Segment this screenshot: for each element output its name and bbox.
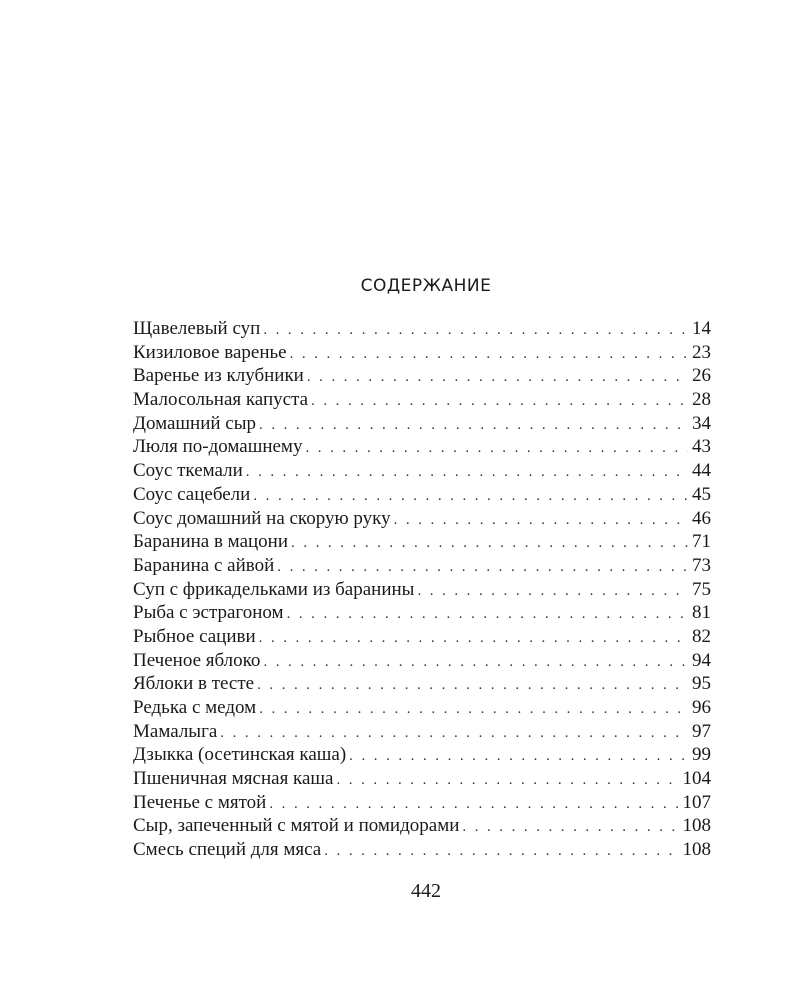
dot-leader bbox=[269, 793, 678, 817]
toc-entry bbox=[133, 838, 711, 862]
toc-entry bbox=[133, 578, 711, 602]
toc-entry-page: 73 bbox=[692, 554, 711, 576]
toc-entry bbox=[133, 649, 711, 673]
dot-leader bbox=[287, 603, 688, 627]
toc-entry-page: 46 bbox=[692, 507, 711, 529]
toc-entry bbox=[133, 435, 711, 459]
dot-leader bbox=[263, 319, 688, 343]
dot-leader bbox=[324, 840, 678, 864]
toc-entry-title: Малосольная капуста bbox=[133, 389, 309, 411]
toc-entry bbox=[133, 720, 711, 744]
toc-entry bbox=[133, 530, 711, 554]
toc-entry-title: Кизиловое варенье bbox=[133, 341, 287, 363]
dot-leader bbox=[417, 580, 688, 604]
toc-entry-page: 104 bbox=[682, 768, 711, 790]
dot-leader bbox=[307, 366, 688, 390]
toc-entry-page: 107 bbox=[682, 791, 711, 813]
toc-entry-title: Домашний сыр bbox=[133, 412, 257, 434]
toc-entry-page: 94 bbox=[692, 649, 711, 671]
toc-entry-page: 34 bbox=[692, 412, 711, 434]
dot-leader bbox=[462, 816, 678, 840]
toc-entry-title: Рыба с эстрагоном bbox=[133, 602, 284, 624]
dot-leader bbox=[394, 509, 688, 533]
toc-entry-title: Соус ткемали bbox=[133, 460, 243, 482]
toc-entry-page: 82 bbox=[692, 625, 711, 647]
page-number: 442 bbox=[411, 880, 441, 902]
dot-leader bbox=[263, 651, 688, 675]
toc-entry-page: 108 bbox=[682, 839, 711, 861]
dot-leader bbox=[246, 461, 688, 485]
toc-entry-page: 95 bbox=[692, 673, 711, 695]
toc-entry-page: 99 bbox=[692, 744, 711, 766]
toc-heading: СОДЕРЖАНИЕ bbox=[360, 276, 492, 296]
toc-entry bbox=[133, 341, 711, 365]
dot-leader bbox=[259, 414, 688, 438]
toc-entry-page: 14 bbox=[692, 318, 711, 339]
toc-entry-page: 96 bbox=[692, 697, 711, 718]
toc-entry-page: 75 bbox=[692, 578, 711, 600]
toc-entry bbox=[133, 483, 711, 507]
toc-entry-title: Печенье с мятой bbox=[133, 791, 267, 813]
dot-leader bbox=[305, 437, 688, 461]
toc-entry-title: Дзыкка (осетинская каша) bbox=[133, 744, 347, 766]
toc-entry-title: Баранина с айвой bbox=[133, 554, 275, 576]
dot-leader bbox=[253, 485, 688, 509]
toc-entry-page: 81 bbox=[692, 602, 711, 624]
toc-entry-title: Суп с фрикадельками из баранины bbox=[133, 578, 415, 600]
toc-entry-title: Смесь специй для мяса bbox=[133, 839, 322, 861]
toc-entry-title: Печеное яблоко bbox=[133, 649, 261, 671]
toc-entry bbox=[133, 672, 711, 696]
toc-entry bbox=[133, 388, 711, 412]
toc-entry-page: 43 bbox=[692, 436, 711, 458]
toc-entry bbox=[133, 767, 711, 791]
toc-entry-title: Пшеничная мясная каша bbox=[133, 768, 334, 790]
toc-entry-title: Варенье из клубники bbox=[133, 365, 304, 387]
toc-entry bbox=[133, 459, 711, 483]
toc-entry bbox=[133, 507, 711, 531]
toc-entry bbox=[133, 412, 711, 436]
toc-entry-page: 71 bbox=[692, 531, 711, 553]
dot-leader bbox=[220, 722, 688, 746]
dot-leader bbox=[259, 627, 688, 651]
dot-leader bbox=[311, 390, 688, 414]
toc-entry-page: 28 bbox=[692, 389, 711, 411]
toc-entry-title: Люля по-домашнему bbox=[133, 436, 303, 458]
toc-entry bbox=[133, 791, 711, 815]
toc-entry bbox=[133, 601, 711, 625]
dot-leader bbox=[259, 698, 688, 722]
toc-entry bbox=[133, 554, 711, 578]
toc-entry bbox=[133, 625, 711, 649]
toc-entry-page: 44 bbox=[692, 460, 711, 482]
toc-entry bbox=[133, 696, 711, 720]
dot-leader bbox=[291, 532, 688, 556]
toc-entry-title: Баранина в мацони bbox=[133, 531, 289, 553]
toc-entry-title: Яблоки в тесте bbox=[133, 673, 255, 695]
toc-entry-title: Мамалыга bbox=[133, 720, 218, 742]
toc-entry bbox=[133, 317, 711, 341]
toc-entry-page: 108 bbox=[682, 815, 711, 837]
toc-entry-title: Щавелевый суп bbox=[133, 318, 261, 339]
toc-entry-page: 45 bbox=[692, 483, 711, 505]
toc-list bbox=[133, 317, 711, 862]
dot-leader bbox=[349, 745, 688, 769]
toc-entry-title: Соус сацебели bbox=[133, 483, 251, 505]
toc-entry-title: Рыбное сациви bbox=[133, 625, 256, 647]
toc-entry-page: 26 bbox=[692, 365, 711, 387]
dot-leader bbox=[257, 674, 688, 698]
toc-entry-title: Сыр, запеченный с мятой и помидорами bbox=[133, 815, 460, 837]
toc-entry bbox=[133, 364, 711, 388]
toc-entry bbox=[133, 743, 711, 767]
toc-entry-title: Редька с медом bbox=[133, 697, 257, 718]
toc-entry-title: Соус домашний на скорую руку bbox=[133, 507, 391, 529]
dot-leader bbox=[290, 343, 688, 367]
toc-entry-page: 23 bbox=[692, 341, 711, 363]
dot-leader bbox=[337, 769, 679, 793]
toc-entry-page: 97 bbox=[692, 720, 711, 742]
toc-entry bbox=[133, 814, 711, 838]
dot-leader bbox=[277, 556, 688, 580]
